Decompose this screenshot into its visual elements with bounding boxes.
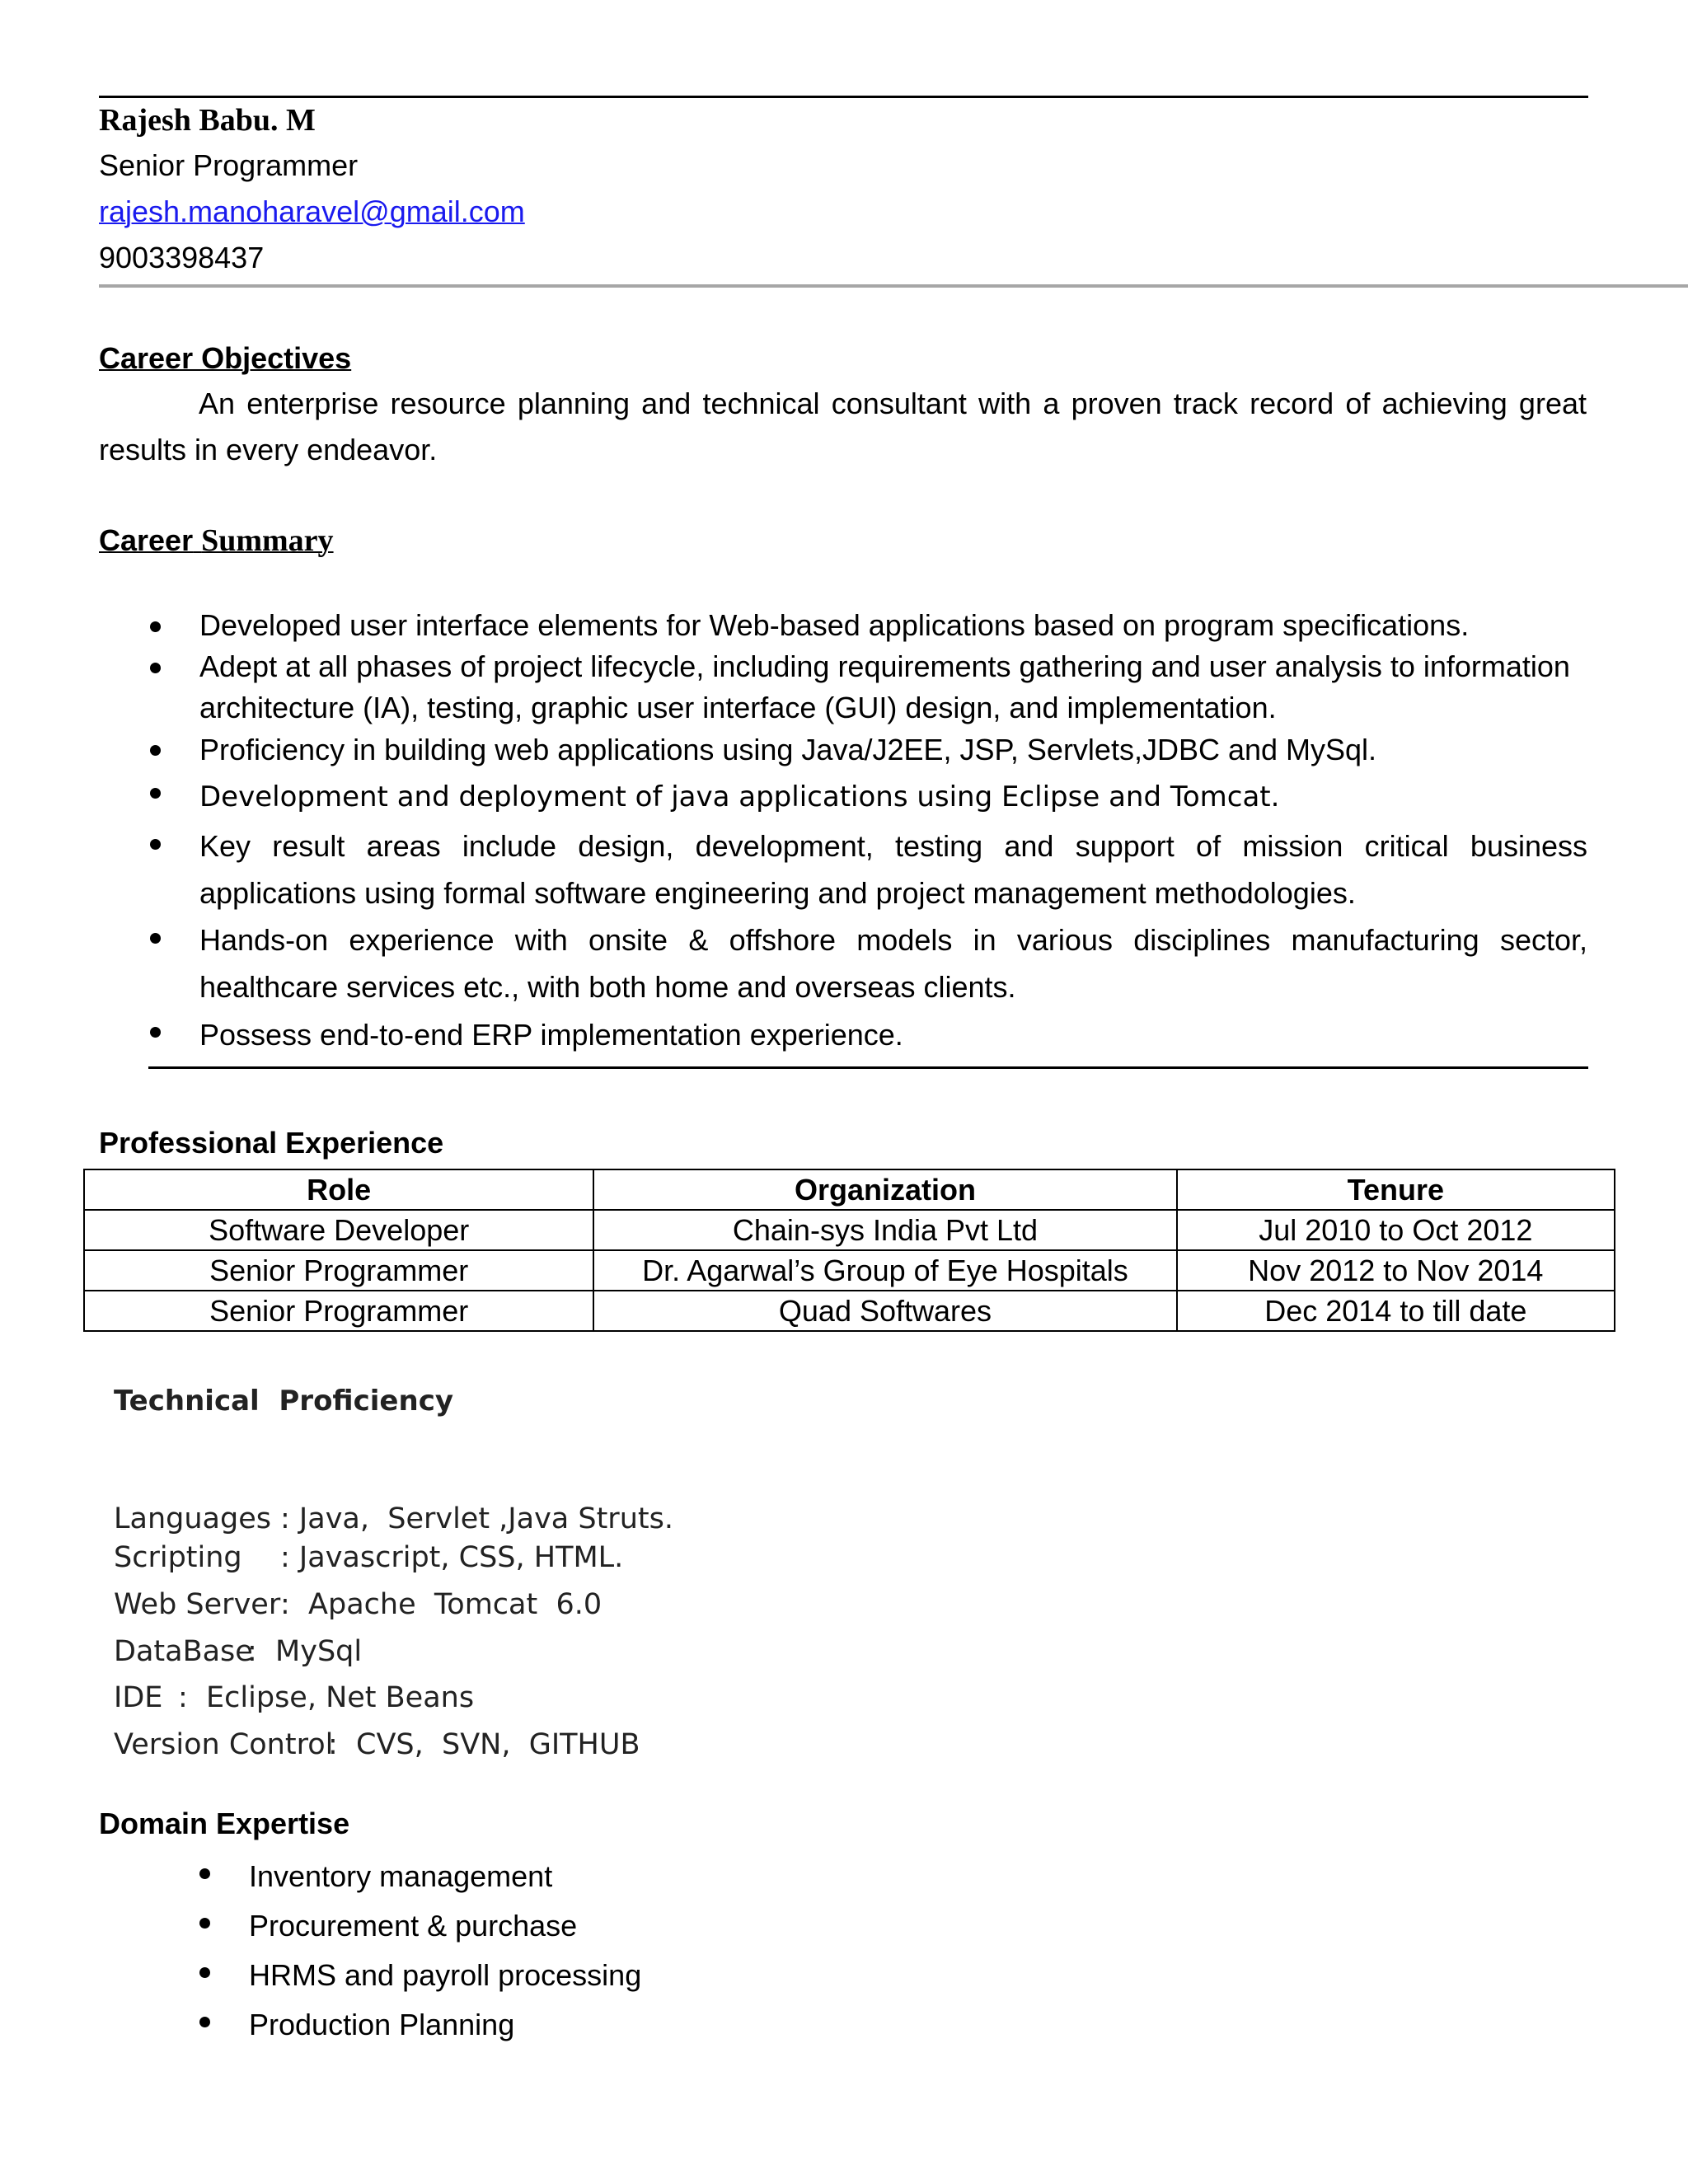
list-item: HRMS and payroll processing — [198, 1951, 940, 2000]
table-cell-organization: Quad Softwares — [593, 1291, 1176, 1331]
tech-row-languages — [114, 1502, 673, 1535]
domain-expertise-list — [198, 1852, 940, 2050]
column-header-tenure: Tenure — [1177, 1169, 1615, 1210]
tech-label: DataBase — [114, 1635, 253, 1668]
top-divider — [99, 96, 1588, 98]
list-item: Development and deployment of java applications using Eclipse and Tomcat. — [148, 771, 1587, 823]
tech-value: : MySql — [247, 1635, 363, 1668]
domain-expertise-heading: Domain Expertise — [99, 1807, 350, 1840]
list-item: Inventory management — [198, 1852, 940, 1901]
list-item: Proficiency in building web applications using Java/J2EE, JSP, Servlets,JDBC and MySql. — [148, 729, 1587, 771]
tech-label: Version Control — [114, 1728, 334, 1761]
experience-table — [83, 1169, 1615, 1332]
list-item: Adept at all phases of project lifecycle, including requirements gathering and user analysis to information architecture (IA), testing, graphic user interface (GUI) design, and implementation. — [148, 646, 1587, 729]
table-row — [84, 1210, 1615, 1250]
table-header-row — [84, 1169, 1615, 1210]
list-item: Procurement & purchase — [198, 1901, 940, 1951]
summary-divider — [148, 1066, 1588, 1069]
list-item: Developed user interface elements for Web-based applications based on program specifications. — [148, 605, 1587, 646]
career-objectives-heading: Career Objectives — [99, 341, 352, 375]
career-objectives-text: An enterprise resource planning and technical consultant with a proven track record of achieving great results in every endeavor. — [99, 387, 1587, 466]
tech-row-ide — [114, 1681, 474, 1714]
phone-number: 9003398437 — [99, 241, 265, 274]
tech-value: : CVS, SVN, GITHUB — [328, 1728, 640, 1761]
table-cell-tenure: Nov 2012 to Nov 2014 — [1177, 1250, 1615, 1291]
table-cell-role: Software Developer — [84, 1210, 593, 1250]
table-row — [84, 1291, 1615, 1331]
list-item: Hands-on experience with onsite & offshore models in various disciplines manufacturing sector, healthcare services etc., with both home and overseas clients. — [148, 916, 1587, 1010]
table-cell-tenure: Jul 2010 to Oct 2012 — [1177, 1210, 1615, 1250]
tech-row-version-control — [114, 1728, 640, 1761]
table-cell-tenure: Dec 2014 to till date — [1177, 1291, 1615, 1331]
tech-label: IDE — [114, 1681, 163, 1714]
tech-row-web-server — [114, 1588, 602, 1621]
career-summary-heading-word1: Career — [99, 523, 194, 557]
career-summary-list — [148, 605, 1587, 1060]
table-cell-role: Senior Programmer — [84, 1291, 593, 1331]
tech-value: : Eclipse, Net Beans — [178, 1681, 475, 1714]
table-row — [84, 1250, 1615, 1291]
technical-proficiency-heading: Technical Proficiency — [114, 1385, 454, 1418]
table-cell-organization: Chain-sys India Pvt Ltd — [593, 1210, 1176, 1250]
designation: Senior Programmer — [99, 148, 359, 182]
tech-label: Web Server — [114, 1588, 281, 1621]
tech-label: Scripting — [114, 1541, 242, 1574]
tech-value: : Java, Servlet ,Java Struts. — [280, 1502, 673, 1535]
email-link[interactable]: rajesh.manoharavel@gmail.com — [99, 194, 525, 228]
tech-row-scripting — [114, 1541, 623, 1574]
tech-value: : Apache Tomcat 6.0 — [280, 1588, 603, 1621]
career-summary-heading-word2: Summary — [201, 523, 334, 558]
tech-label: Languages — [114, 1502, 271, 1535]
table-cell-role: Senior Programmer — [84, 1250, 593, 1291]
header-divider — [99, 284, 1688, 288]
list-item: Key result areas include design, development, testing and support of mission critical business applications using formal software engineering and project management methodologies. — [148, 823, 1587, 916]
tech-value: : Javascript, CSS, HTML. — [280, 1541, 624, 1574]
candidate-name: Rajesh Babu. M — [99, 103, 316, 138]
tech-row-database — [114, 1635, 362, 1668]
list-item: Production Planning — [198, 2000, 940, 2050]
list-item: Possess end-to-end ERP implementation experience. — [148, 1010, 1587, 1060]
column-header-role: Role — [84, 1169, 593, 1210]
table-cell-organization: Dr. Agarwal’s Group of Eye Hospitals — [593, 1250, 1176, 1291]
career-summary-heading — [99, 523, 334, 559]
professional-experience-heading: Professional Experience — [99, 1126, 444, 1160]
column-header-organization: Organization — [593, 1169, 1176, 1210]
